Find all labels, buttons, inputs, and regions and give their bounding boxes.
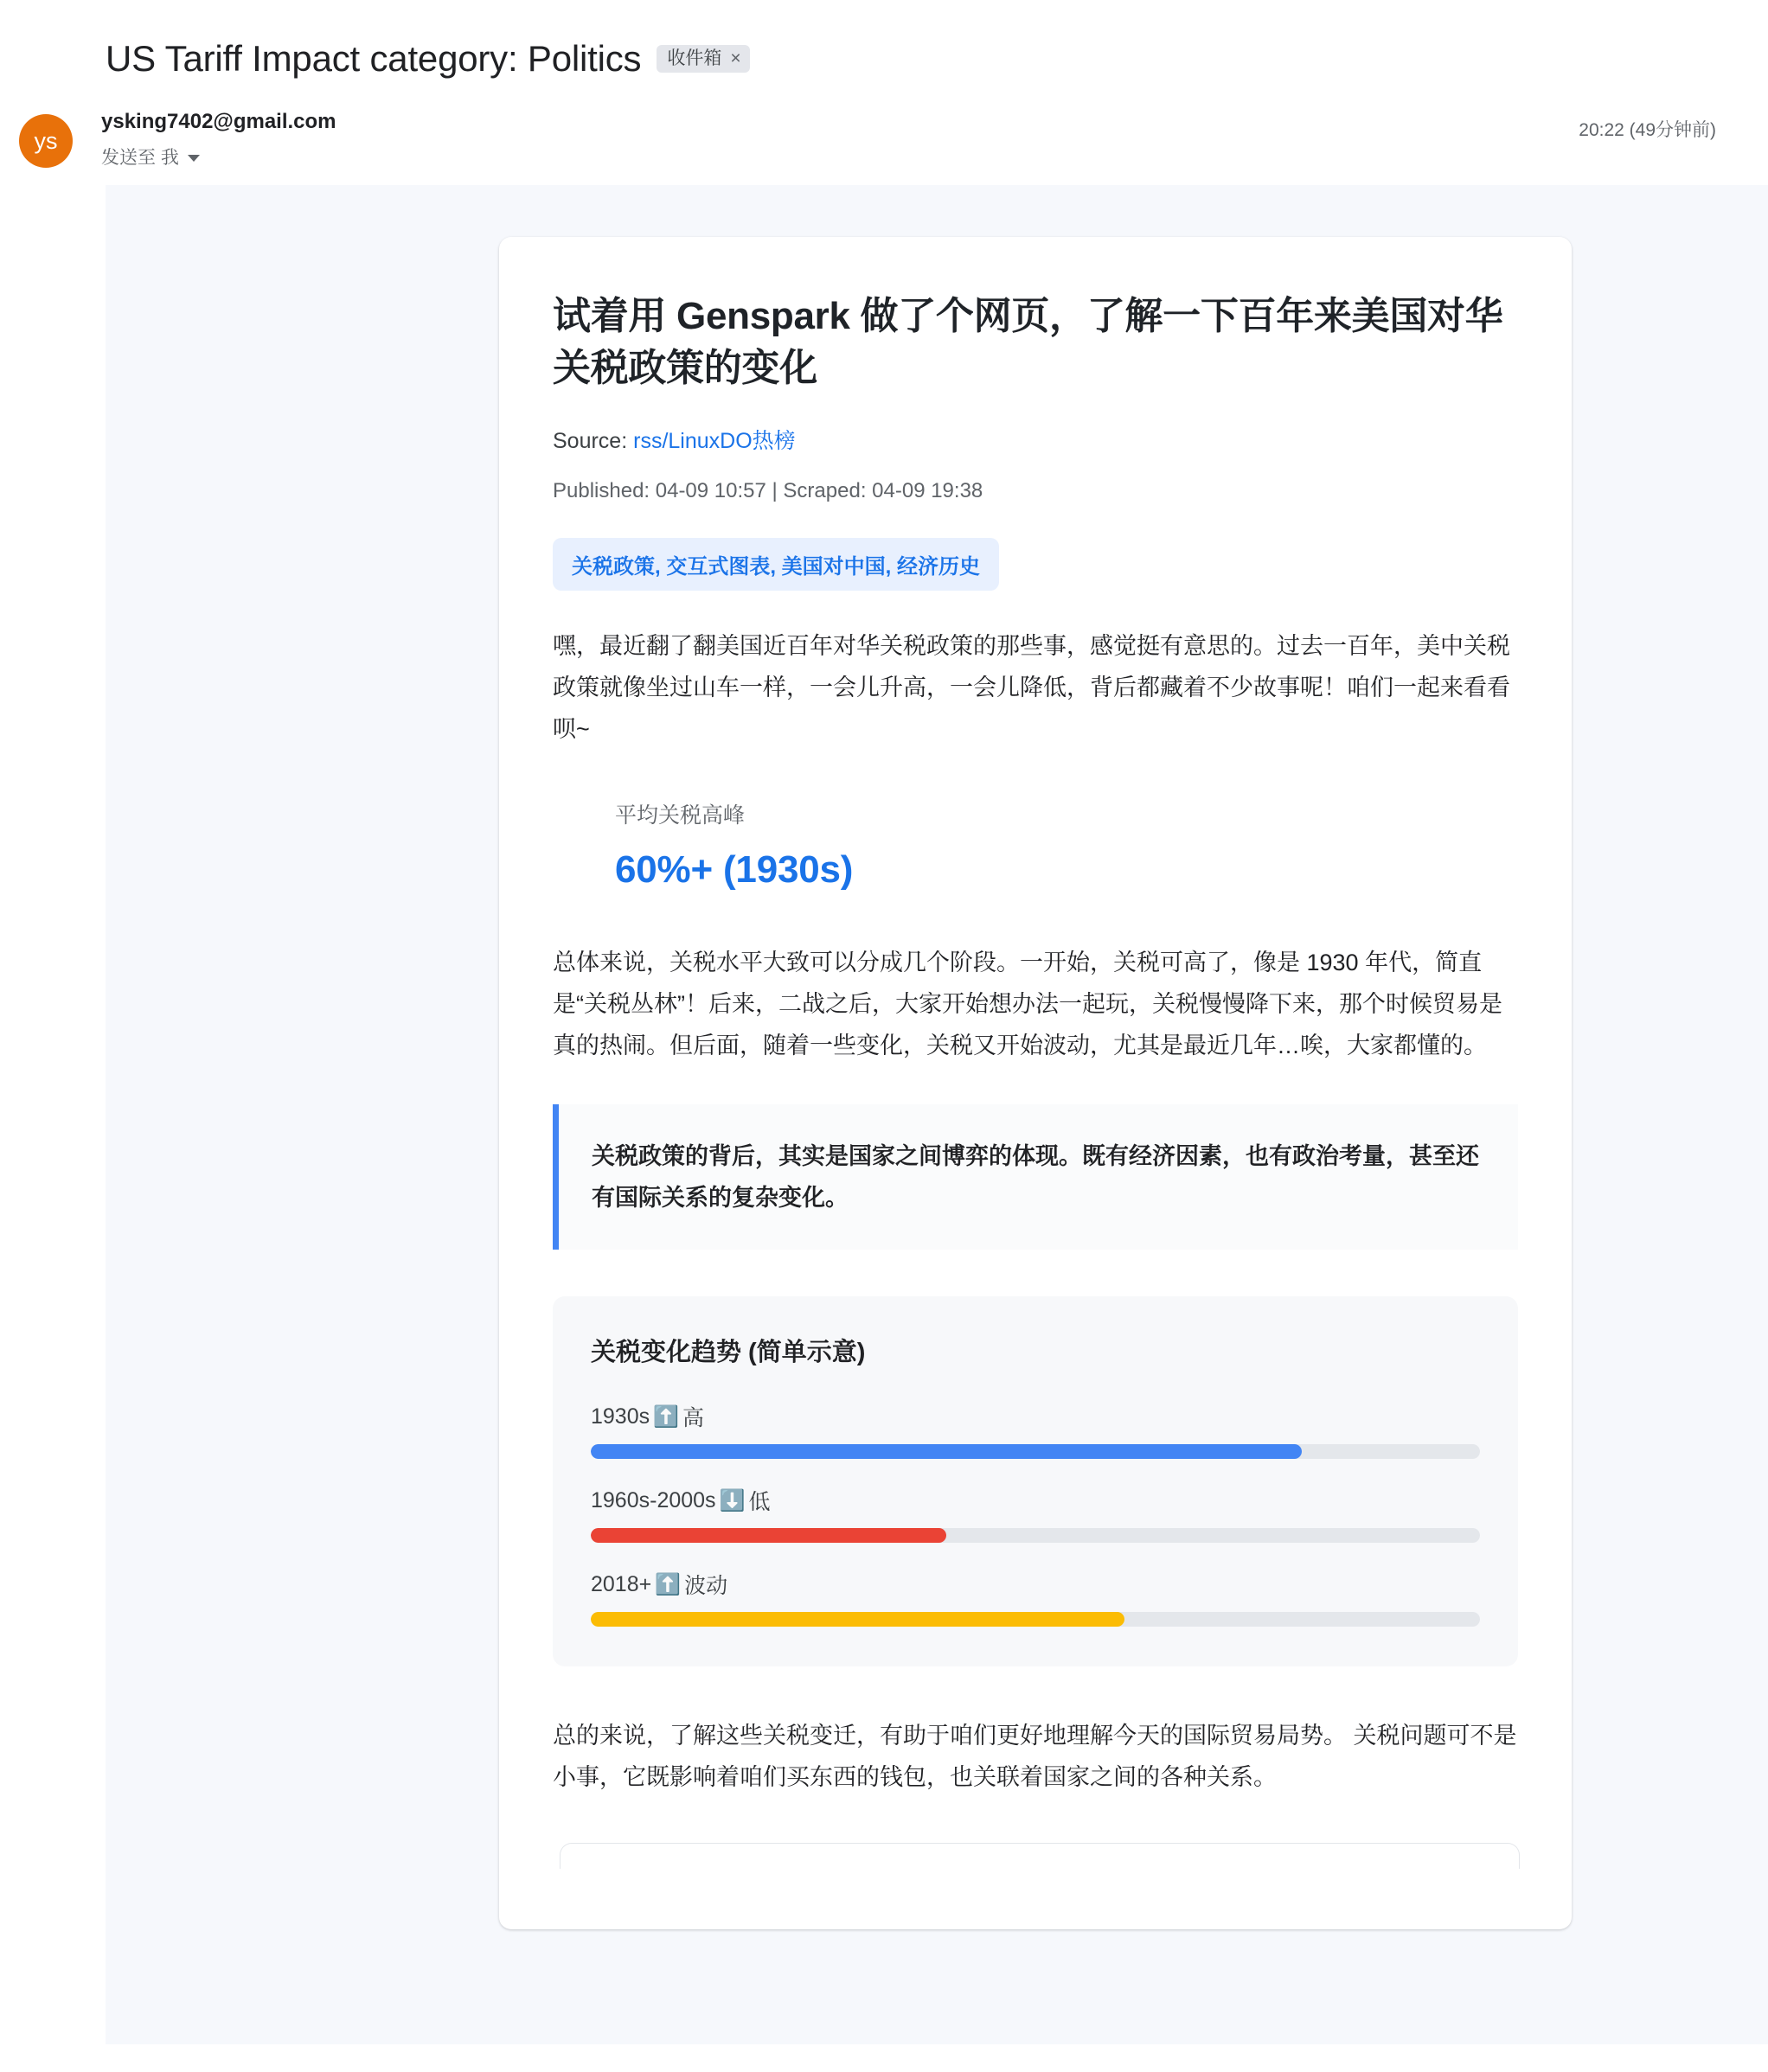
inbox-label-chip[interactable] (657, 45, 749, 73)
arrow-up-icon: ⬆️ (653, 1404, 680, 1429)
mail-timestamp: 20:22 (49分钟前) (1579, 120, 1716, 140)
inbox-label-text: 收件箱 (667, 48, 722, 68)
bar-fill (591, 1444, 1302, 1459)
page-title: US Tariff Impact category: Politics (106, 38, 642, 79)
article-tags[interactable]: 关税政策, 交互式图表, 美国对中国, 经济历史 (553, 538, 999, 591)
bar-track (591, 1612, 1480, 1627)
article-card (499, 237, 1572, 1929)
sender-email[interactable]: ysking7402@gmail.com (101, 110, 336, 133)
pull-quote (553, 1104, 1518, 1250)
sender-row (0, 80, 1768, 169)
article-closing-paragraph: 总的来说，了解这些关税变迁，有助于咱们更好地理解今天的国际贸易局势。 关税问题可不是小事，它既影响着咱们买东西的钱包，也关联着国家之间的各种关系。 (553, 1723, 1517, 1791)
bar-label (591, 1401, 1480, 1432)
email-body (106, 185, 1768, 2044)
bar-track (591, 1444, 1480, 1459)
recipient-row[interactable] (101, 144, 1579, 169)
next-section-placeholder (560, 1843, 1520, 1869)
chevron-down-icon[interactable] (188, 155, 200, 162)
subject-row (0, 0, 1768, 80)
article-source (553, 424, 1518, 455)
bar-label (591, 1485, 1480, 1516)
bar-category: 1930s (591, 1404, 650, 1429)
stat-label: 平均关税高峰 (615, 803, 746, 828)
bar-track (591, 1528, 1480, 1543)
bar-note: 低 (748, 1490, 771, 1515)
article-body-paragraph: 总体来说，关税水平大致可以分成几个阶段。一开始，关税可高了，像是 1930 年代，简直是“关税丛林”！后来，二战之后，大家开始想办法一起玩，关税慢慢降下来，那个时候贸易是真的热闹。但后面，随着一些变化，关税又开始波动，尤其是最近几年…唉，大家都懂的。 (553, 949, 1502, 1058)
arrow-down-icon: ⬇️ (719, 1488, 746, 1512)
article-dates: Published: 04-09 10:57 | Scraped: 04-09 19:38 (553, 478, 983, 502)
article-intro: 嘿，最近翻了翻美国近百年对华关税政策的那些事，感觉挺有意思的。过去一百年，美中关税政策就像坐过山车一样，一会儿升高，一会儿降低，背后都藏着不少故事呢！咱们一起来看看呗~ (553, 632, 1510, 742)
article-title: 试着用 Genspark 做了个网页，了解一下百年来美国对华关税政策的变化 (553, 295, 1503, 389)
bar-label (591, 1569, 1480, 1600)
chart-title: 关税变化趋势 (简单示意) (591, 1339, 866, 1367)
recipient-label: 发送至 我 (101, 148, 179, 168)
arrow-up-icon: ⬆️ (655, 1572, 682, 1596)
bar-category: 2018+ (591, 1571, 652, 1596)
bar-fill (591, 1612, 1124, 1627)
close-icon[interactable]: × (730, 48, 741, 68)
tariff-trend-chart (553, 1296, 1518, 1666)
bar-category: 1960s-2000s (591, 1487, 716, 1512)
pull-quote-text: 关税政策的背后，其实是国家之间博弈的体现。既有经济因素，也有政治考量，甚至还有国际关系的复杂变化。 (592, 1142, 1479, 1211)
bar-note: 高 (682, 1406, 705, 1431)
stat-block (553, 798, 1518, 892)
avatar[interactable]: ys (19, 114, 73, 168)
stat-value: 60%+ (1930s) (615, 847, 854, 891)
source-label: Source: (553, 428, 628, 453)
bar-note: 波动 (684, 1574, 728, 1599)
bar-fill (591, 1528, 946, 1543)
source-link[interactable]: rss/LinuxDO热榜 (633, 428, 796, 453)
sender-meta (101, 109, 1579, 169)
